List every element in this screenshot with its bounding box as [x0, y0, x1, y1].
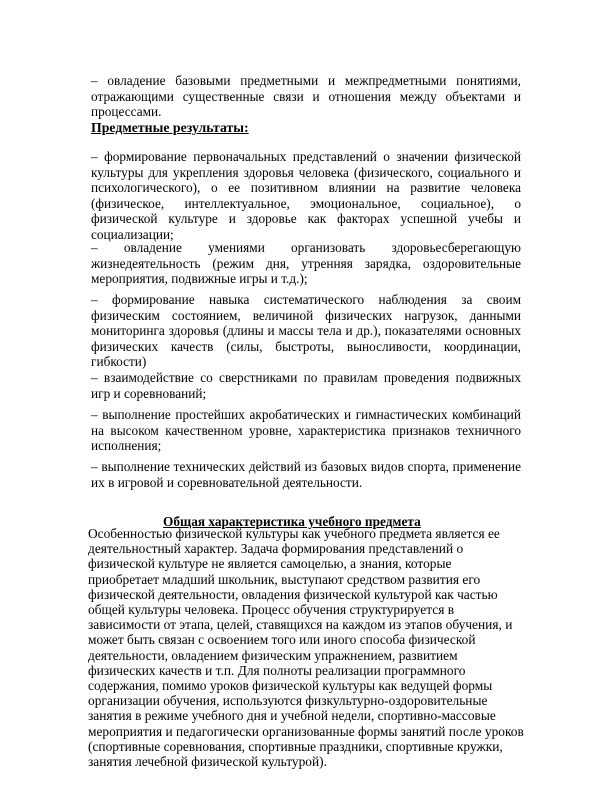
general-section — [88, 514, 524, 769]
intro-item: – овладение базовыми предметными и межпредметными понятиями, отражающими существенные связи и отношения между объектами и процессами. — [91, 73, 521, 119]
general-section-title: Общая характеристика учебного предмета — [163, 514, 421, 529]
subject-result-item-1: – формирование первоначальных представлений о значении физической культуры для укрепления здоровья человека (физического, социального и психологического), о ее позитивном влиянии на развитие человека (физическое, интеллектуальное, эмоциональное, социальное), о физической культуре и здоровье как факторах успешной учебы и социализации; — [91, 149, 521, 242]
subject-result-item-3: – формирование навыка систематического наблюдения за своим физическим состоянием, величиной физических нагрузок, данными мониторинга здоровья (длины и массы тела и др.), показателями основных физических качеств (силы, быстроты, выносливости, координации, гибкости) — [91, 292, 521, 369]
subject-result-item-6: – выполнение технических действий из базовых видов спорта, применение их в игровой и соревновательной деятельности. — [91, 459, 521, 490]
subject-result-item-4: – взаимодействие со сверстниками по правилам проведения подвижных игр и соревнований; — [91, 370, 521, 401]
subject-result-item-5: – выполнение простейших акробатических и гимнастических комбинаций на высоком качественном уровне, характеристика признаков техничного исполнения; — [91, 407, 521, 453]
subject-results-heading: Предметные результаты: — [91, 120, 249, 135]
general-section-body: Особенностью физической культуры как учебного предмета является ее деятельностный характер. Задача формирования представлений о физической культуре не является самоцелью, а знания, которые приобретает младший школьник, выступают средством развития его физической деятельности, овладения физической культурой как частью общей культуры человека. Процесс обучения структурируется в зависимости от этапа, целей, ставящихся на каждом из этапов обучения, и может быть связан с освоением того или иного способа физической деятельности, овладением физическим упражнением, развитием физических качеств и т.п. Для полноты реализации программного содержания, помимо уроков физической культуры как ведущей формы организации обучения, используются физкультурно-оздоровительные занятия в режиме учебного дня и учебной недели, спортивно-массовые мероприятия и педагогически организованные формы занятий после уроков (спортивные соревнования, спортивные праздники, спортивные кружки, занятия лечебной физической культурой). — [88, 526, 524, 770]
subject-result-item-2: – овладение умениями организовать здоровьесберегающую жизнедеятельность (режим дня, утренняя зарядка, оздоровительные мероприятия, подвижные игры и т.д.); — [91, 240, 521, 286]
